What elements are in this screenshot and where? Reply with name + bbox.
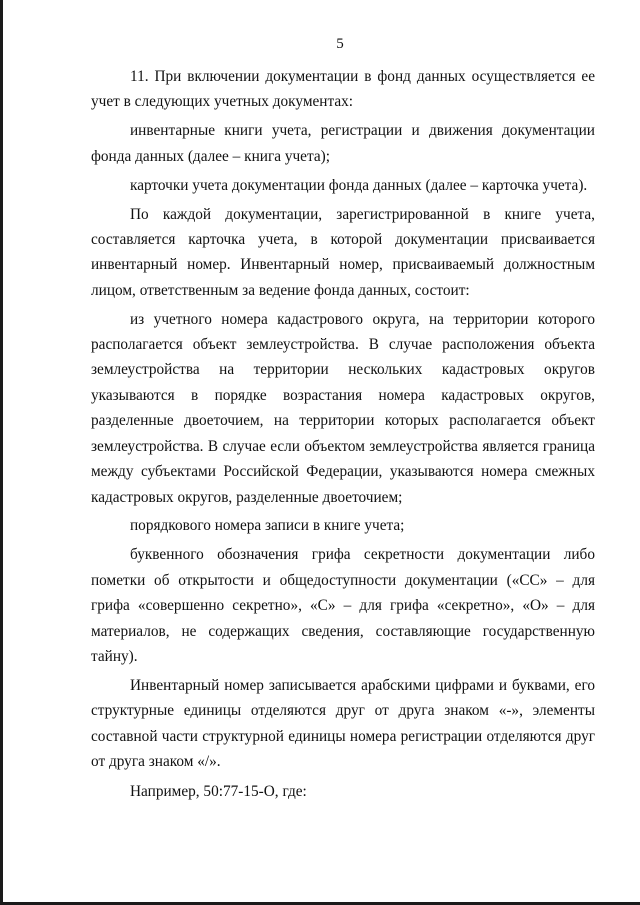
paragraph-inventory-books: инвентарные книги учета, регистрации и движения документации фонда данных (далее – книга учета); [91, 122, 595, 165]
document-body [91, 64, 595, 805]
paragraph-inventory-number: По каждой документации, зарегистрированной в книге учета, составляется карточка учета, в которой документации присваивается инвентарный номер. Инвентарный номер, присваиваемый должностным лицом, ответственным за ведение фонда данных, состоит: [91, 205, 595, 299]
scan-left-edge [0, 0, 3, 905]
paragraph-11-intro: 11. При включении документации в фонд данных осуществляется ее учет в следующих учетных документах: [91, 68, 595, 111]
paragraph-secrecy-classification: буквенного обозначения грифа секретности документации либо пометки об открытости и общедоступности документации («СС» – для грифа «совершенно секретно», «С» – для грифа «секретно», «О» – для материалов, не содержащих сведения, составляющие государственную тайну). [91, 546, 595, 665]
paragraph-number-format: Инвентарный номер записывается арабскими цифрами и буквами, его структурные единицы отделяются друг от друга знаком «-», элементы составной части структурной единицы номера регистрации отделяются друг от друга знаком «/». [91, 676, 595, 771]
paragraph-sequence-number: порядкового номера записи в книге учета; [130, 517, 405, 535]
paragraph-cadastral-district: из учетного номера кадастрового округа, на территории которого располагается объект землеустройства. В случае расположения объекта землеустройства на территории нескольких кадастровых округов указываются в порядке возрастания номера кадастровых округов, разделенные двоеточием, на территории которых располагается объект землеустройства. В случае если объектом землеустройства является граница между субъектами Российской Федерации, указываются номера смежных кадастровых округов, разделенные двоеточием; [91, 310, 595, 506]
paragraph-record-cards: карточки учета документации фонда данных (далее – карточка учета). [130, 176, 588, 194]
page-number: 5 [336, 36, 344, 52]
paragraph-example: Например, 50:77-15-О, где: [130, 783, 307, 801]
